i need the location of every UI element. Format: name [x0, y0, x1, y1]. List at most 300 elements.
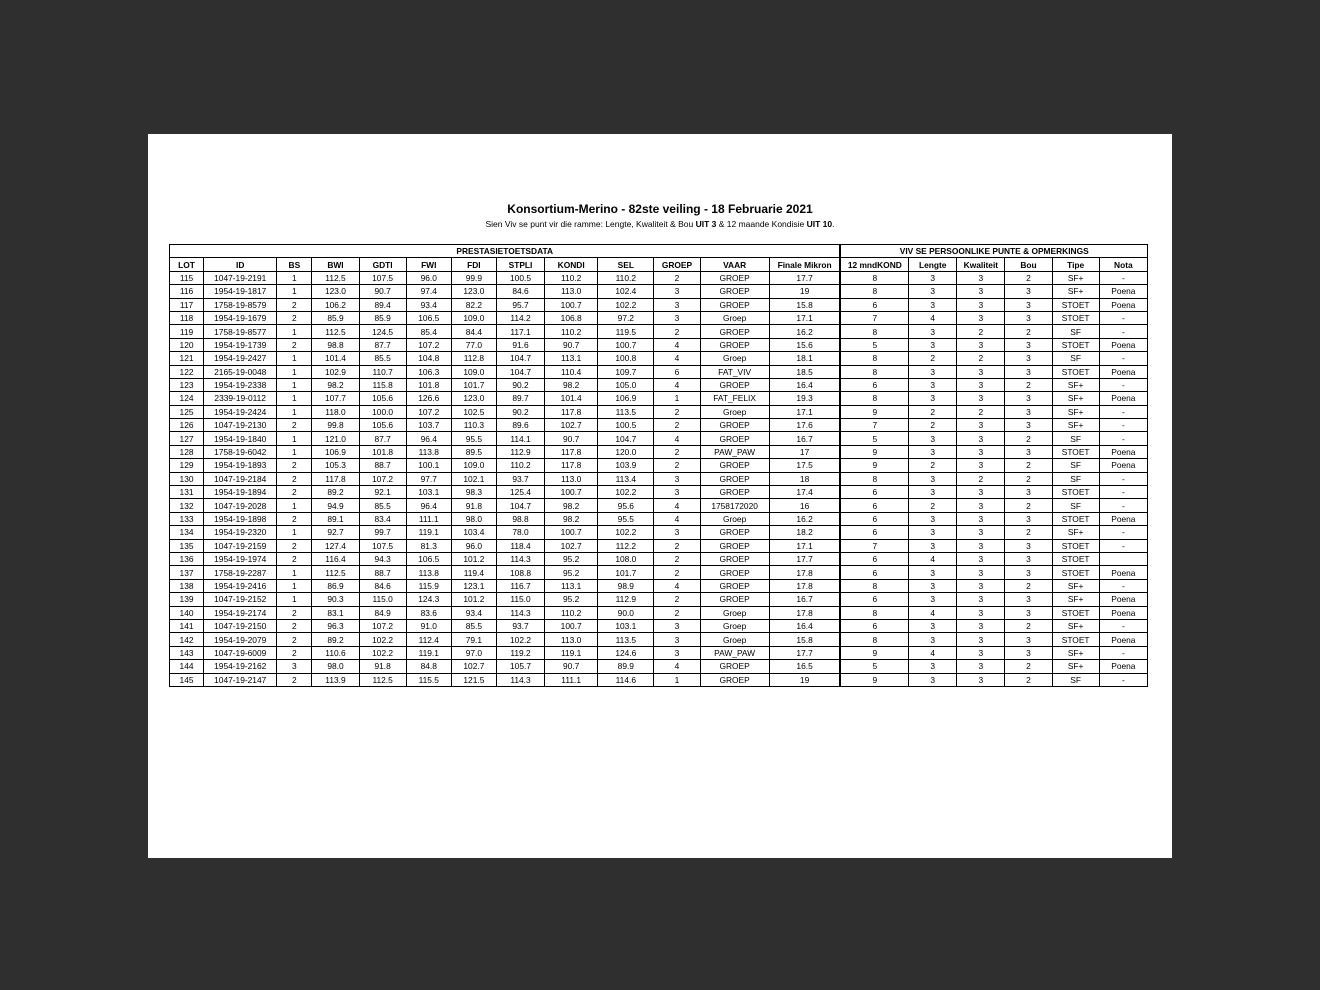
- table-cell: 15.6: [769, 338, 840, 351]
- table-cell: 114.2: [496, 311, 544, 324]
- table-cell: 2: [1005, 271, 1052, 284]
- table-cell: 17.1: [769, 405, 840, 418]
- table-row: [170, 459, 1148, 472]
- table-cell: 94.9: [312, 499, 359, 512]
- table-cell: 93.7: [496, 472, 544, 485]
- table-cell: 2: [277, 646, 312, 659]
- table-cell: PAW_PAW: [700, 646, 769, 659]
- table-cell: 109.0: [451, 311, 496, 324]
- table-cell: STOET: [1052, 633, 1099, 646]
- table-cell: 113.5: [598, 405, 654, 418]
- table-cell: 98.3: [451, 486, 496, 499]
- table-cell: 115.0: [359, 593, 406, 606]
- table-cell: 8: [840, 285, 908, 298]
- table-cell: 2: [909, 419, 957, 432]
- table-cell: 99.7: [359, 526, 406, 539]
- table-cell: 98.0: [312, 660, 359, 673]
- table-cell: Poena: [1099, 512, 1147, 525]
- table-cell: 2: [277, 606, 312, 619]
- table-cell: 105.7: [496, 660, 544, 673]
- table-cell: 110.4: [545, 365, 598, 378]
- table-cell: 117.8: [545, 459, 598, 472]
- table-cell: 101.2: [451, 552, 496, 565]
- table-cell: SF+: [1052, 660, 1099, 673]
- table-row: [170, 311, 1148, 324]
- table-cell: 3: [1005, 338, 1052, 351]
- table-cell: 91.0: [406, 619, 451, 632]
- table-cell: 1: [277, 352, 312, 365]
- table-cell: 2: [1005, 579, 1052, 592]
- table-cell: -: [1099, 499, 1147, 512]
- table-cell: 109.7: [598, 365, 654, 378]
- table-cell: 1758-19-8579: [204, 298, 277, 311]
- table-cell: 3: [909, 378, 957, 391]
- table-cell: 1: [277, 392, 312, 405]
- table-cell: 16.2: [769, 512, 840, 525]
- table-cell: 3: [909, 285, 957, 298]
- table-cell: 3: [654, 646, 700, 659]
- table-cell: 3: [957, 419, 1005, 432]
- table-cell: 119.4: [451, 566, 496, 579]
- table-cell: 118.0: [312, 405, 359, 418]
- table-cell: Groep: [700, 352, 769, 365]
- table-cell: 3: [957, 271, 1005, 284]
- table-cell: 3: [909, 673, 957, 686]
- table-cell: Groep: [700, 405, 769, 418]
- table-cell: 93.4: [406, 298, 451, 311]
- table-cell: 104.7: [496, 365, 544, 378]
- table-cell: -: [1099, 579, 1147, 592]
- table-cell: 101.7: [451, 378, 496, 391]
- table-cell: 4: [909, 646, 957, 659]
- table-cell: 1: [277, 285, 312, 298]
- table-cell: -: [1099, 325, 1147, 338]
- table-cell: GROEP: [700, 472, 769, 485]
- group-header-viv: VIV SE PERSOONLIKE PUNTE & OPMERKINGS: [840, 245, 1147, 258]
- table-cell: 3: [957, 593, 1005, 606]
- table-cell: 7: [840, 539, 908, 552]
- table-cell: -: [1099, 378, 1147, 391]
- table-cell: 3: [957, 486, 1005, 499]
- table-row: [170, 539, 1148, 552]
- table-cell: 3: [654, 311, 700, 324]
- table-cell: 85.5: [451, 619, 496, 632]
- table-cell: 84.6: [496, 285, 544, 298]
- table-cell: 124: [170, 392, 204, 405]
- table-cell: 3: [654, 298, 700, 311]
- table-cell: Poena: [1099, 660, 1147, 673]
- table-cell: 8: [840, 392, 908, 405]
- table-cell: 103.9: [598, 459, 654, 472]
- group-header-row: [170, 245, 1148, 258]
- table-cell: 100.8: [598, 352, 654, 365]
- table-cell: 123.0: [451, 392, 496, 405]
- table-cell: 1758-19-6042: [204, 445, 277, 458]
- document-subtitle: [148, 219, 1172, 229]
- table-cell: 7: [840, 311, 908, 324]
- table-cell: 3: [957, 338, 1005, 351]
- table-cell: 1954-19-1679: [204, 311, 277, 324]
- group-header-prestasie: PRESTASIETOETSDATA: [170, 245, 841, 258]
- table-cell: 100.7: [545, 298, 598, 311]
- table-cell: GROEP: [700, 486, 769, 499]
- table-cell: 19.3: [769, 392, 840, 405]
- table-cell: 108.8: [496, 566, 544, 579]
- table-cell: 15.8: [769, 633, 840, 646]
- table-cell: 84.4: [451, 325, 496, 338]
- table-cell: 106.2: [312, 298, 359, 311]
- table-cell: 8: [840, 365, 908, 378]
- table-cell: 123.0: [312, 285, 359, 298]
- table-cell: 2: [654, 539, 700, 552]
- table-row: [170, 325, 1148, 338]
- table-cell: 89.7: [496, 392, 544, 405]
- table-cell: 1047-19-2150: [204, 619, 277, 632]
- table-cell: 96.4: [406, 432, 451, 445]
- table-cell: 107.5: [359, 539, 406, 552]
- table-cell: 114.3: [496, 552, 544, 565]
- table-cell: 94.3: [359, 552, 406, 565]
- table-cell: 3: [909, 512, 957, 525]
- table-row: [170, 472, 1148, 485]
- table-cell: 2: [277, 311, 312, 324]
- table-cell: 1: [277, 378, 312, 391]
- table-cell: 1954-19-1893: [204, 459, 277, 472]
- table-cell: 9: [840, 459, 908, 472]
- table-cell: GROEP: [700, 566, 769, 579]
- table-cell: 1954-19-2320: [204, 526, 277, 539]
- table-cell: 1954-19-1894: [204, 486, 277, 499]
- table-cell: 3: [1005, 646, 1052, 659]
- table-cell: 16.5: [769, 660, 840, 673]
- table-cell: 86.9: [312, 579, 359, 592]
- table-cell: 1758-19-8577: [204, 325, 277, 338]
- table-cell: 102.2: [598, 298, 654, 311]
- table-cell: 3: [909, 660, 957, 673]
- table-cell: 5: [840, 338, 908, 351]
- table-cell: 1047-19-2028: [204, 499, 277, 512]
- table-cell: STOET: [1052, 311, 1099, 324]
- table-cell: 97.7: [406, 472, 451, 485]
- column-header: VAAR: [700, 258, 769, 271]
- table-cell: 89.1: [312, 512, 359, 525]
- table-cell: 115.9: [406, 579, 451, 592]
- table-cell: 114.3: [496, 606, 544, 619]
- table-cell: 4: [654, 432, 700, 445]
- table-cell: 103.4: [451, 526, 496, 539]
- table-cell: 15.8: [769, 298, 840, 311]
- table-cell: 117.8: [545, 445, 598, 458]
- table-cell: 113.8: [406, 566, 451, 579]
- table-row: [170, 512, 1148, 525]
- table-cell: 1954-19-2079: [204, 633, 277, 646]
- table-row: [170, 419, 1148, 432]
- table-cell: 1: [277, 566, 312, 579]
- table-cell: 16.7: [769, 432, 840, 445]
- table-cell: GROEP: [700, 325, 769, 338]
- table-cell: 90.7: [545, 660, 598, 673]
- table-cell: 1047-19-2152: [204, 593, 277, 606]
- table-cell: 145: [170, 673, 204, 686]
- table-cell: SF+: [1052, 419, 1099, 432]
- table-row: [170, 285, 1148, 298]
- table-cell: 1: [277, 271, 312, 284]
- table-cell: 100.0: [359, 405, 406, 418]
- table-cell: Poena: [1099, 285, 1147, 298]
- table-cell: 115.8: [359, 378, 406, 391]
- table-cell: 90.7: [545, 432, 598, 445]
- column-header: GROEP: [654, 258, 700, 271]
- table-cell: 3: [1005, 285, 1052, 298]
- table-cell: Poena: [1099, 459, 1147, 472]
- table-row: [170, 378, 1148, 391]
- column-header: GDTI: [359, 258, 406, 271]
- table-cell: 127: [170, 432, 204, 445]
- table-cell: 90.3: [312, 593, 359, 606]
- table-cell: SF+: [1052, 392, 1099, 405]
- table-cell: 106.9: [598, 392, 654, 405]
- column-header-row: [170, 258, 1148, 271]
- table-cell: 122: [170, 365, 204, 378]
- table-cell: 128: [170, 445, 204, 458]
- table-cell: 1954-19-1898: [204, 512, 277, 525]
- table-cell: 17.5: [769, 459, 840, 472]
- table-cell: 100.7: [545, 619, 598, 632]
- table-cell: 81.3: [406, 539, 451, 552]
- table-cell: 135: [170, 539, 204, 552]
- table-cell: 16.2: [769, 325, 840, 338]
- table-cell: 115.0: [496, 593, 544, 606]
- table-cell: 106.3: [406, 365, 451, 378]
- table-cell: 8: [840, 325, 908, 338]
- table-cell: 1: [277, 593, 312, 606]
- table-cell: 112.9: [496, 445, 544, 458]
- table-cell: 4: [654, 499, 700, 512]
- table-cell: 115.5: [406, 673, 451, 686]
- table-cell: 2: [277, 459, 312, 472]
- table-cell: 3: [909, 633, 957, 646]
- table-cell: 97.2: [598, 311, 654, 324]
- table-cell: 2: [1005, 378, 1052, 391]
- table-cell: 87.7: [359, 432, 406, 445]
- table-cell: 2: [957, 325, 1005, 338]
- table-cell: 107.2: [359, 472, 406, 485]
- table-cell: SF: [1052, 325, 1099, 338]
- table-cell: 143: [170, 646, 204, 659]
- table-cell: 3: [909, 432, 957, 445]
- table-cell: 101.2: [451, 593, 496, 606]
- table-cell: 2: [1005, 660, 1052, 673]
- table-cell: 116.7: [496, 579, 544, 592]
- table-cell: 3: [1005, 486, 1052, 499]
- table-cell: 119.1: [406, 526, 451, 539]
- table-cell: 89.9: [598, 660, 654, 673]
- table-cell: Poena: [1099, 365, 1147, 378]
- table-cell: 106.9: [312, 445, 359, 458]
- subtitle-bold-1: UIT 3: [695, 219, 717, 229]
- table-cell: 1954-19-1974: [204, 552, 277, 565]
- table-cell: 114.3: [496, 673, 544, 686]
- table-cell: Groep: [700, 606, 769, 619]
- table-cell: 113.8: [406, 445, 451, 458]
- table-cell: 91.8: [359, 660, 406, 673]
- table-cell: -: [1099, 352, 1147, 365]
- table-cell: 2: [654, 552, 700, 565]
- subtitle-text-3: .: [832, 219, 835, 229]
- table-cell: GROEP: [700, 378, 769, 391]
- table-row: [170, 486, 1148, 499]
- table-cell: -: [1099, 472, 1147, 485]
- table-cell: -: [1099, 539, 1147, 552]
- table-cell: 103.1: [598, 619, 654, 632]
- table-cell: 100.5: [598, 419, 654, 432]
- table-cell: GROEP: [700, 526, 769, 539]
- table-cell: 89.2: [312, 633, 359, 646]
- table-cell: 1047-19-2130: [204, 419, 277, 432]
- table-cell: 100.7: [545, 526, 598, 539]
- table-cell: Poena: [1099, 606, 1147, 619]
- table-cell: SF+: [1052, 285, 1099, 298]
- table-cell: 100.7: [598, 338, 654, 351]
- table-cell: 3: [1005, 539, 1052, 552]
- table-cell: 3: [957, 606, 1005, 619]
- subtitle-text-2: & 12 maande Kondisie: [716, 219, 807, 229]
- table-cell: 110.7: [359, 365, 406, 378]
- table-cell: 107.2: [406, 405, 451, 418]
- table-cell: 98.2: [312, 378, 359, 391]
- table-row: [170, 593, 1148, 606]
- table-cell: 8: [840, 633, 908, 646]
- table-cell: 3: [1005, 419, 1052, 432]
- table-cell: 1047-19-2159: [204, 539, 277, 552]
- table-cell: 123.0: [451, 285, 496, 298]
- table-cell: 1: [277, 445, 312, 458]
- table-cell: 3: [909, 619, 957, 632]
- table-cell: 96.4: [406, 499, 451, 512]
- table-cell: 6: [840, 378, 908, 391]
- table-cell: GROEP: [700, 660, 769, 673]
- table-cell: 3: [654, 472, 700, 485]
- table-cell: 2: [654, 419, 700, 432]
- table-cell: PAW_PAW: [700, 445, 769, 458]
- table-cell: 2: [1005, 526, 1052, 539]
- table-cell: 17: [769, 445, 840, 458]
- table-cell: 1: [277, 405, 312, 418]
- table-cell: 99.9: [451, 271, 496, 284]
- table-cell: 17.7: [769, 646, 840, 659]
- table-cell: 16.7: [769, 593, 840, 606]
- table-cell: 131: [170, 486, 204, 499]
- table-row: [170, 646, 1148, 659]
- table-cell: 90.7: [359, 285, 406, 298]
- table-cell: 133: [170, 512, 204, 525]
- table-cell: 2: [277, 619, 312, 632]
- table-cell: 95.2: [545, 593, 598, 606]
- table-cell: 9: [840, 646, 908, 659]
- table-cell: 3: [957, 298, 1005, 311]
- table-cell: SF: [1052, 432, 1099, 445]
- table-cell: 118.4: [496, 539, 544, 552]
- table-cell: 119.1: [545, 646, 598, 659]
- table-cell: 89.4: [359, 298, 406, 311]
- table-cell: -: [1099, 673, 1147, 686]
- table-cell: 119.5: [598, 325, 654, 338]
- subtitle-bold-2: UIT 10: [806, 219, 833, 229]
- table-cell: 1954-19-1739: [204, 338, 277, 351]
- table-cell: 3: [909, 445, 957, 458]
- table-cell: 134: [170, 526, 204, 539]
- table-cell: 98.8: [496, 512, 544, 525]
- table-cell: 83.4: [359, 512, 406, 525]
- table-cell: 3: [909, 486, 957, 499]
- table-cell: 112.5: [312, 566, 359, 579]
- table-cell: 101.8: [406, 378, 451, 391]
- table-cell: 1: [277, 432, 312, 445]
- table-cell: 2: [277, 486, 312, 499]
- table-cell: 5: [840, 432, 908, 445]
- table-cell: 112.8: [451, 352, 496, 365]
- table-cell: 6: [840, 486, 908, 499]
- table-cell: 85.5: [359, 352, 406, 365]
- table-cell: 3: [909, 579, 957, 592]
- table-cell: 3: [1005, 311, 1052, 324]
- table-cell: STOET: [1052, 445, 1099, 458]
- table-cell: 85.5: [359, 499, 406, 512]
- table-cell: 101.8: [359, 445, 406, 458]
- table-cell: 3: [957, 660, 1005, 673]
- table-cell: 1954-19-2338: [204, 378, 277, 391]
- table-cell: 3: [957, 499, 1005, 512]
- table-cell: Poena: [1099, 593, 1147, 606]
- table-cell: 102.2: [598, 526, 654, 539]
- table-cell: SF: [1052, 459, 1099, 472]
- table-cell: 3: [654, 285, 700, 298]
- table-cell: GROEP: [700, 298, 769, 311]
- table-cell: 124.3: [406, 593, 451, 606]
- table-cell: -: [1099, 405, 1147, 418]
- table-cell: 136: [170, 552, 204, 565]
- table-cell: 117.1: [496, 325, 544, 338]
- table-cell: 1047-19-2191: [204, 271, 277, 284]
- table-cell: 9: [840, 673, 908, 686]
- table-cell: 7: [840, 419, 908, 432]
- table-cell: SF+: [1052, 378, 1099, 391]
- table-cell: 19: [769, 673, 840, 686]
- table-cell: 111.1: [406, 512, 451, 525]
- table-cell: 109.0: [451, 459, 496, 472]
- table-cell: [1099, 552, 1147, 565]
- table-cell: 108.0: [598, 552, 654, 565]
- table-cell: 2339-19-0112: [204, 392, 277, 405]
- table-cell: 113.9: [312, 673, 359, 686]
- table-cell: 90.7: [545, 338, 598, 351]
- table-cell: STOET: [1052, 486, 1099, 499]
- table-cell: 112.5: [312, 325, 359, 338]
- table-cell: 16.4: [769, 619, 840, 632]
- table-cell: 77.0: [451, 338, 496, 351]
- table-cell: SF+: [1052, 405, 1099, 418]
- table-cell: 3: [957, 311, 1005, 324]
- table-cell: 106.8: [545, 311, 598, 324]
- table-cell: 112.2: [598, 539, 654, 552]
- table-cell: 113.0: [545, 472, 598, 485]
- table-cell: 132: [170, 499, 204, 512]
- table-cell: 4: [654, 338, 700, 351]
- table-cell: 85.9: [312, 311, 359, 324]
- table-cell: 2: [1005, 619, 1052, 632]
- table-cell: STOET: [1052, 606, 1099, 619]
- table-cell: 112.5: [312, 271, 359, 284]
